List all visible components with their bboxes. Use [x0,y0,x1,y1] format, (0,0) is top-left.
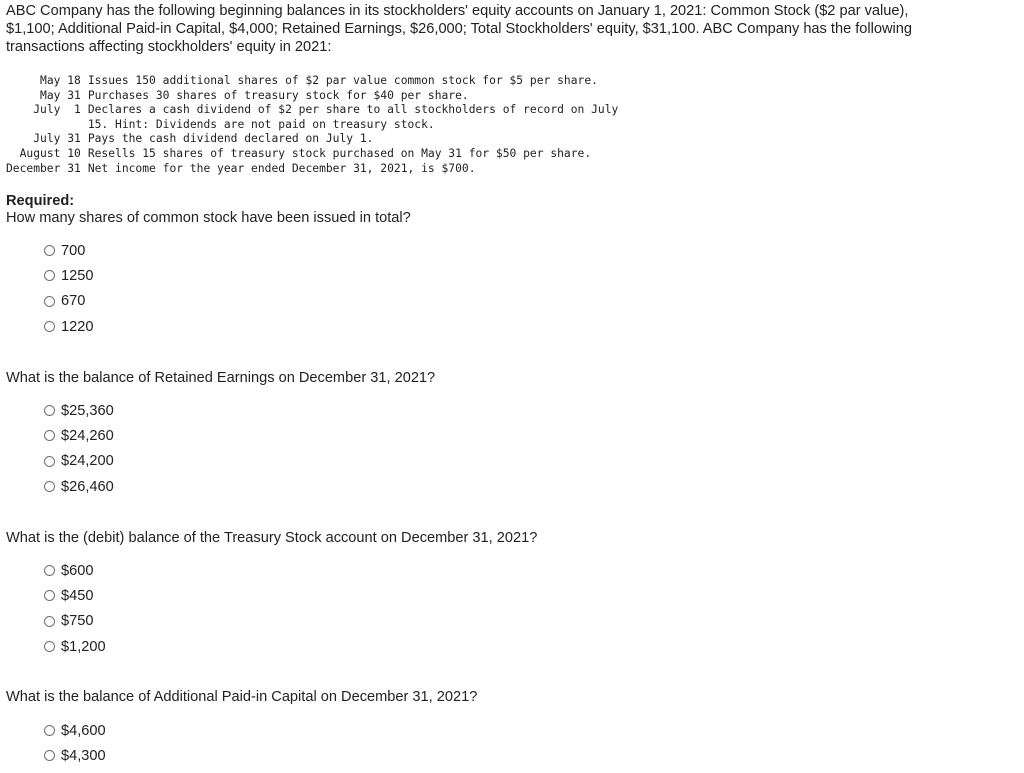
radio-button[interactable] [44,616,55,627]
answer-option-label: $24,200 [61,453,114,470]
answer-option-label: 1250 [61,267,94,284]
question-2-text: What is the balance of Retained Earnings on December 31, 2021? [6,370,436,386]
answer-option[interactable] [44,558,106,583]
transaction-row [6,132,618,147]
answer-option[interactable] [44,263,93,288]
transaction-text: Declares a cash dividend of $2 per share to all stockholders of record on July [87,103,619,117]
transaction-row [6,162,618,177]
answer-option[interactable] [44,289,93,314]
answer-option-label: $4,600 [61,722,106,739]
radio-button[interactable] [44,481,55,492]
answer-option-label: $26,460 [61,478,114,495]
question-2-options [44,398,114,499]
radio-button[interactable] [44,750,55,761]
intro-paragraph: ABC Company has the following beginning balances in its stockholders' equity accounts on January 1, 2021: Common Stock ($2 par value), $1,100; Additional Paid-in Capital, $4,000; Retained Earnings, $26,000; Total Stockholders' equity, $31,100. ABC Company has the following transactions affecting stockholders' equity in 2021: [6,3,913,55]
transaction-text: 15. Hint: Dividends are not paid on treasury stock. [87,117,435,131]
answer-option[interactable] [44,718,106,743]
transaction-date: July 1 [33,103,81,117]
answer-option[interactable] [44,743,106,768]
answer-option[interactable] [44,423,114,448]
answer-option[interactable] [44,314,93,339]
answer-option-label: $24,260 [61,427,114,444]
radio-button[interactable] [44,725,55,736]
answer-option-label: 700 [61,242,86,259]
transaction-date: July 31 [33,132,81,146]
question-3-options [44,558,106,659]
answer-option-label: 1220 [61,318,94,335]
question-4-options [44,718,106,769]
transaction-row [6,89,618,104]
radio-button[interactable] [44,456,55,467]
radio-button[interactable] [44,565,55,576]
answer-option[interactable] [44,634,106,659]
answer-option-label: $750 [61,613,94,630]
transaction-text: Net income for the year ended December 31, 2021, is $700. [87,161,476,175]
question-1-text: How many shares of common stock have been issued in total? [6,210,411,226]
transaction-row [6,103,618,118]
transaction-text: Purchases 30 shares of treasury stock for $40 per share. [87,88,469,102]
answer-option[interactable] [44,398,114,423]
transaction-text: Issues 150 additional shares of $2 par value common stock for $5 per share. [87,74,598,87]
transactions-list [6,74,618,176]
answer-option-label: $450 [61,587,94,604]
radio-button[interactable] [44,245,55,256]
answer-option-label: 670 [61,293,86,310]
radio-button[interactable] [44,430,55,441]
transaction-row [6,74,618,89]
question-4-text: What is the balance of Additional Paid-in Capital on December 31, 2021? [6,689,478,705]
radio-button[interactable] [44,590,55,601]
answer-option[interactable] [44,474,114,499]
question-1-options [44,238,93,339]
answer-option-label: $25,360 [61,402,114,419]
answer-option[interactable] [44,238,93,263]
transaction-date: August 10 [19,146,81,160]
radio-button[interactable] [44,296,55,307]
transaction-row [6,118,618,133]
transaction-date: December 31 [6,161,81,175]
radio-button[interactable] [44,270,55,281]
transaction-date [6,118,88,133]
answer-option[interactable] [44,609,106,634]
answer-option[interactable] [44,449,114,474]
required-label: Required: [6,193,75,209]
answer-option-label: $4,300 [61,747,106,764]
transaction-text: Pays the cash dividend declared on July 1. [87,132,374,146]
transaction-text: Resells 15 shares of treasury stock purchased on May 31 for $50 per share. [87,146,592,160]
transaction-row [6,147,618,162]
answer-option-label: $600 [61,562,94,579]
answer-option-label: $1,200 [61,638,106,655]
radio-button[interactable] [44,321,55,332]
answer-option[interactable] [44,583,106,608]
transaction-date: May 18 [40,74,81,87]
radio-button[interactable] [44,641,55,652]
radio-button[interactable] [44,405,55,416]
question-3-text: What is the (debit) balance of the Treasury Stock account on December 31, 2021? [6,530,538,546]
transaction-date: May 31 [40,88,81,102]
